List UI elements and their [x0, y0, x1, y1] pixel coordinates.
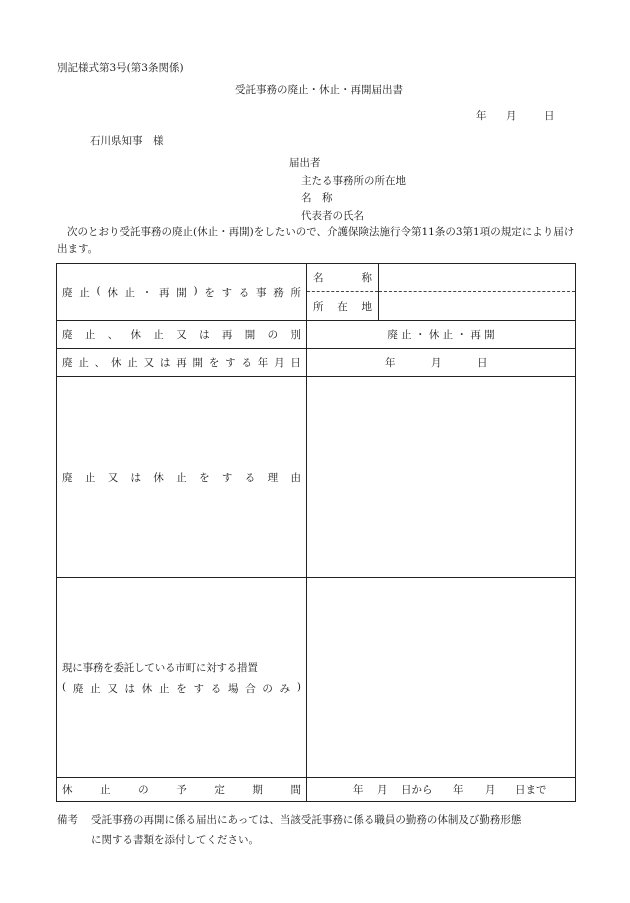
date-year-label: 年	[476, 110, 487, 122]
period-start-day: 日から	[401, 784, 433, 796]
office-location-label: 主たる事務所の所在地	[301, 174, 406, 187]
office-label-char: 事	[256, 286, 267, 299]
office-label-char: (	[96, 284, 101, 297]
period-end-month: 月	[485, 784, 496, 796]
measures-label-line2-char: 廃	[72, 682, 84, 695]
effective-date-label-char: は	[159, 357, 171, 369]
measures-label-line2-char: )	[296, 680, 301, 693]
document-title: 受託事務の廃止・休止・再開届出書	[235, 84, 403, 96]
effective-date-label-char: 止	[127, 357, 138, 369]
measures-label-line2-char: 休	[141, 682, 153, 695]
effective-date-label	[62, 355, 301, 370]
period-start-month: 月	[377, 784, 388, 796]
period-start-year: 年	[353, 784, 364, 796]
suspension-period-label-char: 予	[176, 784, 187, 796]
reason-label	[62, 470, 301, 485]
remarks-line1: 受託事務の再開に係る届出にあっては、当該受託事務に係る職員の勤務の体制及び勤務形態	[91, 814, 522, 826]
type-label-char: 、	[107, 329, 119, 341]
intro-paragraph: 次のとおり受託事務の廃止(休止・再開)をしたいので、介護保険法施行令第11条の3第1項の規定により届け出ます。	[57, 226, 575, 255]
type-label-char: 又	[176, 329, 187, 341]
date-day-label: 日	[544, 110, 555, 122]
reason-label-cell	[57, 377, 307, 578]
reason-label-char: 止	[84, 471, 96, 484]
measures-label-line2-char: を	[176, 682, 187, 695]
effective-date-label-char: る	[241, 357, 252, 369]
effective-month: 月	[431, 357, 442, 369]
reason-label-char: 又	[107, 471, 119, 484]
date-label-cell	[57, 349, 307, 377]
suspension-period-label-char: の	[138, 784, 149, 796]
notification-table	[56, 263, 576, 802]
effective-date-label-char: す	[225, 357, 236, 369]
suspension-period-label-char: 間	[290, 784, 301, 796]
office-label	[62, 285, 301, 300]
office-label-char: )	[193, 284, 198, 297]
reason-label-char: 休	[153, 471, 164, 484]
office-location-sub-label-char: 所	[313, 300, 324, 313]
effective-date-label-char: 止	[78, 357, 89, 369]
measures-label-line2-char: 止	[159, 682, 170, 695]
effective-day: 日	[477, 357, 488, 369]
effective-date-label-char: 日	[290, 357, 301, 369]
reason-label-char: 理	[267, 471, 279, 484]
remarks	[57, 810, 577, 850]
measures-input[interactable]	[307, 578, 576, 778]
reason-label-char: す	[221, 471, 233, 484]
type-label-char: 開	[244, 329, 256, 341]
reason-label-char: 由	[290, 471, 301, 484]
type-label-char: 廃	[62, 329, 73, 341]
measures-label-line2-char: は	[124, 682, 136, 695]
effective-date-label-char: を	[208, 357, 220, 369]
suspension-period-label-char: 定	[214, 784, 225, 796]
submission-date	[476, 108, 555, 123]
office-location-sub-label-char: 地	[361, 300, 372, 313]
reason-label-char: 廃	[62, 471, 73, 484]
period-end-year: 年	[453, 784, 464, 796]
office-label-cell	[57, 264, 307, 321]
office-label-char: 止	[79, 286, 90, 299]
suspension-period-label-char: 休	[62, 784, 73, 796]
type-label-char: 止	[84, 329, 96, 341]
measures-label-line2-char: 場	[227, 682, 239, 695]
effective-date-label-char: 休	[110, 357, 122, 369]
measures-label-line2-char: の	[262, 682, 273, 695]
type-label-char: 休	[130, 329, 142, 341]
suspension-period-label-char: 期	[252, 784, 263, 796]
period-end-day: 日まで	[515, 784, 547, 796]
effective-date-label-char: 再	[176, 357, 187, 369]
office-name-input[interactable]	[379, 264, 576, 292]
reason-input[interactable]	[307, 377, 576, 578]
measures-label-line2-char: 又	[107, 682, 118, 695]
office-label-char: 止	[124, 286, 136, 299]
office-label-char: す	[221, 286, 233, 299]
effective-date-label-char: 廃	[62, 357, 73, 369]
measures-label-line2-char: 止	[90, 682, 101, 695]
office-label-char: 廃	[62, 286, 73, 299]
measures-label-line2-char: 合	[245, 682, 256, 695]
type-selection[interactable]	[307, 321, 576, 349]
reason-label-char: 止	[176, 471, 187, 484]
effective-date-label-char: 開	[192, 357, 203, 369]
office-label-char: 再	[159, 286, 170, 299]
type-label-char: 別	[290, 329, 301, 341]
reason-label-char: る	[244, 471, 256, 484]
reason-label-char: を	[199, 471, 210, 484]
date-month-label: 月	[506, 110, 517, 122]
suspension-period-label-char: 止	[100, 784, 111, 796]
type-options[interactable]: 廃 止 ・ 休 止 ・ 再 開	[387, 329, 495, 341]
office-name-label-char: 名	[313, 272, 324, 284]
type-label	[62, 327, 301, 342]
notifier-heading: 届出者	[289, 157, 321, 169]
office-label-char: 所	[290, 286, 301, 299]
type-label-char: 止	[153, 329, 164, 341]
addressee: 石川県知事 様	[90, 135, 164, 147]
effective-date-label-char: 、	[94, 357, 106, 369]
office-label-char: を	[204, 286, 215, 299]
office-label-char: ・	[141, 286, 153, 299]
office-name-label	[307, 270, 378, 285]
remarks-label: 備考	[57, 814, 78, 826]
effective-date-label-char: 年	[257, 357, 269, 369]
measures-label-line2	[62, 681, 301, 696]
office-name-label-cell	[307, 264, 379, 292]
remarks-line2: に関する書類を添付してください。	[91, 834, 259, 846]
type-label-cell	[57, 321, 307, 349]
office-name-label-char: 称	[361, 272, 372, 284]
measures-label-line2-char: す	[193, 682, 204, 695]
notifier-block	[289, 155, 406, 225]
office-location-input[interactable]	[379, 292, 576, 321]
effective-date-label-char: 又	[143, 357, 155, 369]
representative-label: 代表者の氏名	[301, 209, 364, 222]
reason-label-char: は	[130, 471, 142, 484]
type-label-char: の	[267, 329, 279, 341]
office-location-sub-label	[307, 299, 378, 314]
effective-date-label-char: 月	[274, 357, 285, 369]
type-label-char: は	[199, 329, 210, 341]
form-reference: 別記様式第3号(第3条関係)	[57, 62, 184, 74]
office-label-char: 務	[273, 286, 284, 299]
effective-date-input[interactable]	[307, 349, 576, 377]
measures-label-cell	[57, 578, 307, 778]
measures-label-line2-char: み	[279, 682, 291, 695]
suspension-period-label	[62, 782, 301, 797]
measures-label-line1: 現に事務を委託している市町に対する措置	[62, 661, 258, 674]
effective-year: 年	[385, 357, 396, 369]
notifier-name-label: 名 称	[301, 192, 333, 204]
office-location-label-cell	[307, 292, 379, 321]
measures-label-line2-char: (	[62, 680, 67, 693]
suspension-period-input[interactable]	[307, 778, 576, 802]
office-label-char: る	[238, 286, 250, 299]
type-label-char: 再	[221, 329, 233, 341]
office-label-char: 休	[107, 286, 118, 299]
suspension-period-label-cell	[57, 778, 307, 802]
office-label-char: 開	[176, 286, 187, 299]
office-location-sub-label-char: 在	[337, 300, 348, 313]
measures-label-line2-char: る	[210, 682, 222, 695]
